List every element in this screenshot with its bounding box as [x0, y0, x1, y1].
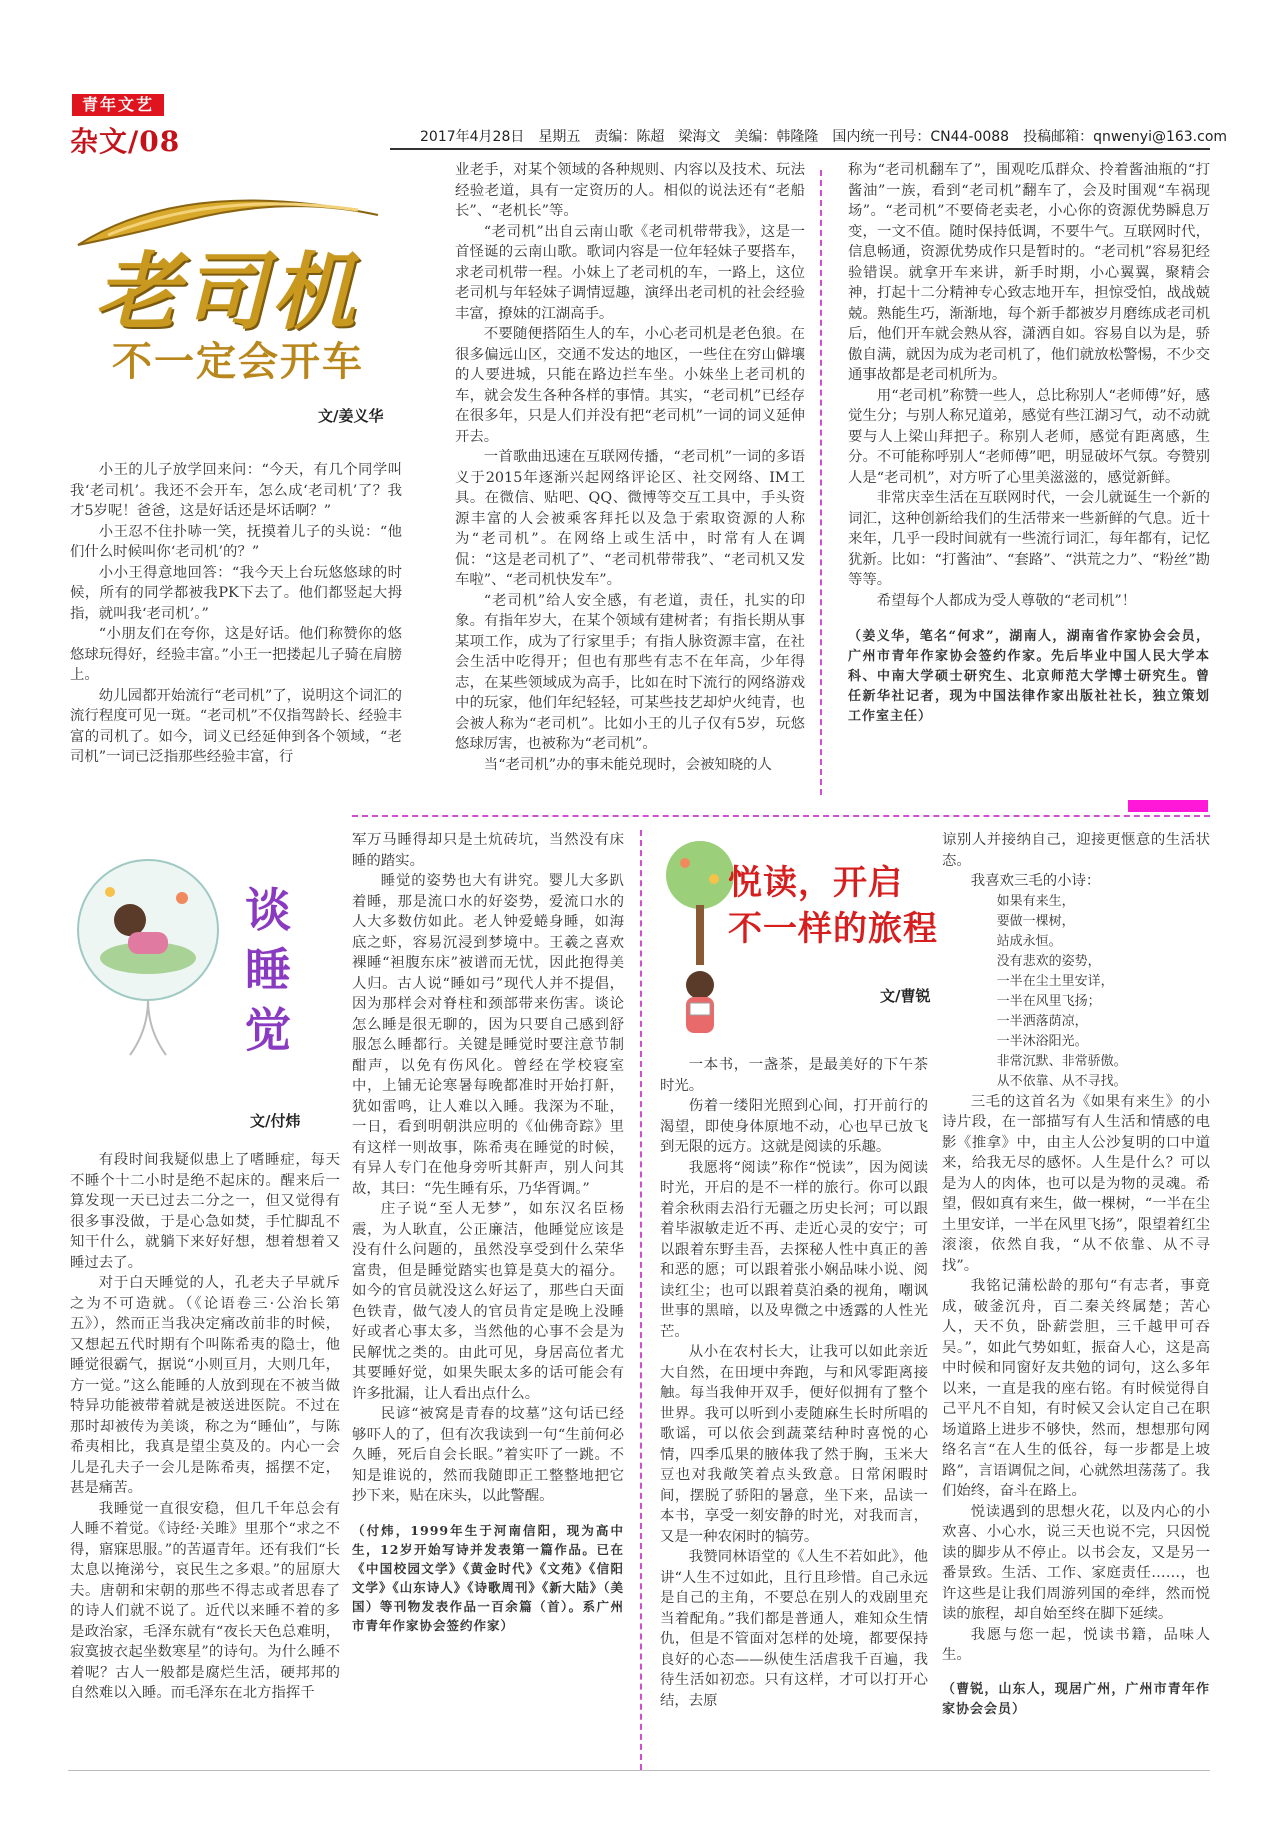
paragraph: 当“老司机”办的事未能兑现时，会被知晓的人 — [483, 756, 772, 773]
poem-line: 一半在尘土里安详， — [996, 973, 1114, 989]
poem-line: 要做一棵树， — [996, 913, 1075, 929]
paragraph: 有段时间我疑似患上了嗜睡症，每天不睡个十二小时是绝不起床的。醒来后一算发现一天已过去二分之一，但又觉得有很多事没做，于是心急如焚，手忙脚乱不知干什么，就躺下来好好想，想着想着又睡过去了。 — [70, 1152, 340, 1271]
poem — [942, 892, 1210, 1092]
article3-column-2 — [942, 830, 1210, 1720]
article1-logo-title: 老司机 — [95, 243, 360, 341]
paragraph: 小王的儿子放学回来问：“今天，有几个同学叫我‘老司机’。我还不会开车，怎么成‘老司机’了？我才5岁呢！爸爸，这是好话还是坏话啊？” — [70, 462, 402, 519]
paragraph: 小小王得意地回答：“我今天上台玩悠悠球的时候，所有的同学都被我PK下去了。他们都竖起大拇指，就叫我‘老司机’。” — [70, 564, 402, 622]
masthead-info: 2017年4月28日 星期五 责编：陈超 梁海文 美编：韩隆隆 国内统一刊号：CN44-0088 投稿邮箱：qnwenyi@163.com — [420, 129, 1228, 145]
paragraph: 悦读遇到的思想火花，以及内心的小欢喜、小心水，说三天也说不完，只因悦读的脚步从不停止。以书会友，又是另一番景致。生活、工作、家庭责任……，也许这些是让我们周游列国的牵绊，然而悦读的旅程，却自始至终在脚下延续。 — [942, 1503, 1210, 1622]
paragraph: 希望每个人都成为受人尊敬的“老司机”！ — [876, 592, 1137, 609]
paragraph: 睡觉的姿势也大有讲究。婴儿大多趴着睡，那是流口水的好姿势，爱流口水的人大多数仿如此。老人钟爱蜷身睡，如海底之虾，容易沉浸到梦境中。王羲之喜欢裸睡“袒腹东床”被谱而无忧，因此抱得美人归。古人说“睡如弓”现代人并不提倡，因为那样会对脊柱和颈部带来伤害。谈论怎么睡是很无聊的，因为只要自己感到舒服怎么睡都行。关键是睡觉时要注意节制酣声，以免有伤风化。曾经在学校寝室中，上铺无论寒暑每晚都准时开始打鼾，犹如雷鸣，让人难以入睡。我深为不耻，一日，看到明朝洪应明的《仙佛奇踪》里有这样一则故事，陈希夷在睡觉的时候，有异人专门在他身旁听其鼾声，别人问其故，其曰：“先生睡有乐，乃华胥调。” — [352, 873, 624, 1197]
paragraph: 一首歌曲迅速在互联网传播，“老司机”一词的多语义于2015年逐渐兴起网络评论区、社交网络、IM工具。在微信、贴吧、QQ、微博等交互工具中，手头资源丰富的人会被乘客拜托以及急于索取资源的人称为“老司机”。在网络上或生活中，时常有人在调侃：“这是老司机了”、“老司机带带我”、“老司机又发车啦”、“老司机快发车”。 — [455, 449, 805, 588]
article2-column-2 — [352, 830, 624, 1635]
paragraph: 幼儿园都开始流行“老司机”了，说明这个词汇的流行程度可见一斑。“老司机”不仅指驾龄长、经验丰富的司机了。如今，词义已经延伸到各个领域，“老司机”一词已泛指那些经验丰富，行 — [70, 687, 402, 765]
paragraph: “老司机”出自云南山歌《老司机带带我》，这是一首怪诞的云南山歌。歌词内容是一位年轻妹子要搭车，求老司机带一程。小妹上了老司机的车，一路上，这位老司机与年轻妹子调情逗趣，演绎出老司机的社会经验丰富，撩妹的江湖高手。 — [455, 223, 805, 322]
column-divider — [640, 830, 642, 1770]
article1-column-2 — [455, 160, 805, 775]
article3-title — [728, 860, 938, 952]
paragraph: 一本书，一盏茶，是最美好的下午茶时光。 — [660, 1057, 928, 1094]
poem-line: 一半沐浴阳光。 — [996, 1033, 1088, 1049]
article1-author-bio: （姜义华，笔名“何求”，湖南人，湖南省作家协会会员，广州市青年作家协会签约作家。先后毕业中国人民大学本科、中南大学硕士研究生、北京师范大学博士研究生。曾任新华社记者，现为中国法律作家出版社社长，独立策划工作室主任） — [848, 629, 1210, 724]
paragraph: 民谚“被窝是青春的坟墓”这句话已经够吓人的了，但有次我读到一句“生前何必久睡，死后自会长眠。”着实吓了一跳。不知是谁说的，然而我随即正工整整地把它抄下来，贴在床头，以此警醒。 — [352, 1406, 624, 1504]
article1-subtitle: 不一定会开车 — [112, 338, 364, 385]
paragraph: “小朋友们在夸你，这是好话。他们称赞你的悠悠球玩得好，经验丰富。”小王一把搂起儿子骑在肩膀上。 — [70, 626, 402, 683]
column-divider — [820, 170, 822, 795]
article2-author-bio: （付炜，1999年生于河南信阳，现为高中生，12岁开始写诗并发表第一篇作品。已在《中国校园文学》《黄金时代》《文苑》《信阳文学》《山东诗人》《诗歌周刊》《新大陆》（美国）等刊物发表作品一百余篇（首）。系广州市青年作家协会签约作家） — [352, 1522, 625, 1633]
paragraph: 从小在农村长大，让我可以如此亲近大自然，在田埂中奔跑，与和风零距离接触。每当我伸开双手，便好似拥有了整个世界。我可以听到小麦随麻生长时所唱的歌谣，可以依会到蔬菜结种时喜悦的心情，四季瓜果的腋体我了然于胸，玉米大豆也对我敞笑着点头致意。日常闲暇时间，摆脱了骄阳的暑意，坐下来，品读一本书，享受一刻安静的时光，对我而言，又是一种农闲时的犒劳。 — [660, 1344, 928, 1545]
poem-line: 从不依靠、从不寻找。 — [996, 1073, 1127, 1089]
article3-title-line1: 悦读，开启 — [728, 863, 903, 903]
paragraph: 称为“老司机翻车了”，围观吃瓜群众、拎着酱油瓶的“打酱油”一族，看到“老司机”翻车了，会及时围观“车祸现场”。“老司机”不要倚老卖老，小心你的资源优势瞬息万变，一文不值。随时保持低调，不要牛气。互联网时代，信息畅通，资源优势成作只是暂时的。“老司机”容易犯经验错误。就拿开车来讲，新手时期，小心翼翼，聚精会神，打起十二分精神专心致志地开车，担惊受怕，战战兢兢。熟能生巧，渐渐地，每个新手都被岁月磨练成老司机后，他们开车就会熟从容，潇洒自如。容易自以为是，骄傲自满，就因为成为老司机了，他们就放松警惕，不少交通事故都是老司机所为。 — [848, 162, 1210, 383]
poem-line: 如果有来生， — [996, 893, 1075, 909]
poem-line: 一半洒落荫凉， — [996, 1013, 1088, 1029]
paragraph: 三毛的这首名为《如果有来生》的小诗片段，在一部描写有人生活和情感的电影《推拿》中，由主人公沙复明的口中道来，给我无尽的感怀。人生是什么？可以是为人的肉体，也可以是为物的灵魂。希望，假如真有来生，做一棵树，“一半在尘土里安详，一半在风里飞扬”，限望着红尘滚滚，依然自我，“从不依靠、从不寻找”。 — [942, 1093, 1210, 1274]
paragraph: 军万马睡得却只是土炕砖坑，当然没有床睡的踏实。 — [352, 832, 624, 869]
paragraph: 小王忍不住扑哧一笑，抚摸着儿子的头说：“他们什么时候叫你‘老司机’的？” — [70, 523, 402, 560]
paragraph: 非常庆幸生活在互联网时代，一会儿就诞生一个新的词汇，这种创新给我们的生活带来一些新鲜的气息。近十来年，几乎一段时间就有一些流行词汇，每年都有，记忆犹新。比如：“打酱油”、“套路”、“洪荒之力”、“粉丝”勘等等。 — [848, 490, 1210, 588]
header-rule — [390, 148, 1210, 150]
article3-column-1 — [660, 1055, 928, 1711]
article3-byline: 文/曹锐 — [880, 987, 931, 1005]
paragraph: 对于白天睡觉的人，孔老夫子早就斥之为不可造就。（《论语卷三·公治长第五》），然而正当我决定痛改前非的时候，又想起五代时期有个叫陈希夷的隐士，他睡觉很霸气，据说“小则亘月，大则几年，方一觉。”这么能睡的人放到现在不被当做特异功能被带着就是被送进医院。不过在那时却被传为美谈，称之为“睡仙”，与陈希夷相比，我真是望尘莫及的。内心一会儿是孔夫子一会儿是陈希夷，摇摆不定，甚是痛苦。 — [70, 1275, 340, 1496]
paragraph: 谅别人并接纳自己，迎接更惬意的生活状态。 — [942, 832, 1210, 869]
paragraph: 不要随便搭陌生人的车，小心老司机是老色狼。在很多偏远山区，交通不发达的地区，一些住在穷山僻壤的人要进城，只能在路边拦车坐。小妹坐上老司机的车，就会发生各种各样的事情。其实，“老司机”已经存在很多年，只是人们并没有把“老司机”一词的词义延伸开去。 — [455, 326, 805, 445]
poem-intro: 我喜欢三毛的小诗： — [970, 873, 1101, 889]
paragraph: “老司机”给人安全感，有老道，责任，扎实的印象。有指年岁大，在某个领域有建树者；有指长期从事某项工作，成为了行家里手；有指人脉资源丰富，在社会生活中吃得开；但也有那些有志不在年高，少年得志，在某些领域成为高手，比如在时下流行的网络游戏中的玩家，他们年纪轻轻，可某些技艺却炉火纯青，也会被人称为“老司机”。比如小王的儿子仅有5岁，玩悠悠球厉害，也被称为“老司机”。 — [455, 592, 805, 752]
paragraph: 我赞同林语堂的《人生不若如此》，他讲“人生不过如此，且行且珍惜。自己永远是自己的主角，不要总在别人的戏剧里充当着配角。”我们都是普通人，难知众生情仇，但是不管面对怎样的处境，都要保持良好的心态——纵使生活虐我千百遍，我待生活如初恋。只有这样，才可以打开心结，去原 — [660, 1549, 928, 1709]
paragraph: 伤着一缕阳光照到心间，打开前行的渴望，即使身体原地不动，心也早已放飞到无限的远方。这就是阅读的乐趣。 — [660, 1098, 928, 1155]
article2-title: 谈睡觉 — [245, 883, 291, 1057]
section-title: 杂文/08 — [70, 125, 181, 158]
article3-title-line2: 不一样的旅程 — [728, 909, 938, 949]
footer-rule — [68, 1770, 1210, 1771]
poem-line: 没有悲欢的姿势， — [996, 953, 1101, 969]
article2-column-1 — [70, 1150, 340, 1704]
paragraph: 用“老司机”称赞一些人，总比称别人“老师傅”好，感觉生分；与别人称兄道弟，感觉有些江湖习气，动不动就要与人上梁山拜把子。称别人老师，感觉有距离感，生分。不可能称呼别人“老师傅”吧，明显破坏气氛。夸赞别人是“老司机”，对方听了心里美滋滋的，感觉新鲜。 — [848, 387, 1210, 486]
article3-author-bio: （曹锐，山东人，现居广州，广州市青年作家协会会员） — [942, 1681, 1210, 1717]
paragraph: 业老手，对某个领域的各种规则、内容以及技术、玩法经验老道，具有一定资历的人。相似的说法还有“老船长”、“老机长”等。 — [455, 162, 805, 219]
sleeping-girl-globe-icon — [70, 840, 235, 1065]
poem-line: 一半在风里飞扬； — [996, 993, 1101, 1009]
article1-byline: 文/姜义华 — [318, 407, 384, 425]
poem-line: 站成永恒。 — [996, 933, 1062, 949]
article1-column-1 — [70, 460, 402, 768]
paragraph: 我睡觉一直很安稳，但几千年总会有人睡不着觉。《诗经·关雎》里那个“求之不得，寤寐思服。”的苦逼青年。还有我们“长太息以掩涕兮，哀民生之多艰。”的屈原大夫。唐朝和宋朝的那些不得志或者思春了的诗人们就不说了。近代以来睡不着的多是政治家，毛泽东就有“夜长天色总难明，寂寞披衣起坐数寒星”的诗句。为什么睡不着呢？古人一般都是腐烂生活，硬邦邦的自然难以入睡。而毛泽东在北方指挥千 — [70, 1500, 340, 1701]
paragraph: 我铭记蒲松龄的那句“有志者，事竟成，破釜沉舟，百二秦关终属楚；苦心人，天不负，卧薪尝胆，三千越甲可吞吴。”，如此气势如虹，振奋人心，这是高中时候和同窗好友共勉的词句，这么多年以来，一直是我的座右铭。有时候觉得自己平凡不自知，有时候又会认定自己在职场道路上进步不够快，然而，想想那句网络名言“在人生的低谷，每一步都是上坡路”，言语调侃之间，心就然坦荡荡了。我们始终，奋斗在路上。 — [942, 1278, 1210, 1499]
paragraph: 我愿将“阅读”称作“悦读”，因为阅读时光，开启的是不一样的旅行。你可以跟着余秋雨去沿行无疆之历史长河；可以跟着毕淑敏走近不再、走近心灵的安宁；可以跟着东野圭吾，去探秘人性中真正的善和恶的愿；可以跟着张小娴品味小说、阅读红尘；也可以跟着莫泊桑的视角，嘲讽世事的黑暗，以及卑微之中透露的人性光芒。 — [660, 1159, 928, 1340]
paragraph: 我愿与您一起，悦读书籍，品味人生。 — [942, 1626, 1210, 1663]
brand-badge: 青年文艺 — [72, 94, 164, 116]
poem-line: 非常沉默、非常骄傲。 — [996, 1053, 1127, 1069]
section-divider — [352, 815, 1210, 817]
article2-byline: 文/付炜 — [250, 1112, 301, 1130]
article1-column-3 — [848, 160, 1210, 727]
divider-accent-block — [1128, 800, 1208, 812]
paragraph: 庄子说“至人无梦”，如东汉名臣杨震，为人耿直，公正廉洁，他睡觉应该是没有什么问题的，虽然没享受到什么荣华富贵，但是睡觉踏实也算是莫大的福分。如今的官员就没这么好运了，那些白天面色铁青，做气凌人的官员肯定是晚上没睡好或者心事太多，当然他的心事不会是为民解忧之类的。由此可见，身居高位者尤其要睡好觉，如果失眠太多的话可能会有许多批漏，让人看出点什么。 — [352, 1201, 624, 1402]
